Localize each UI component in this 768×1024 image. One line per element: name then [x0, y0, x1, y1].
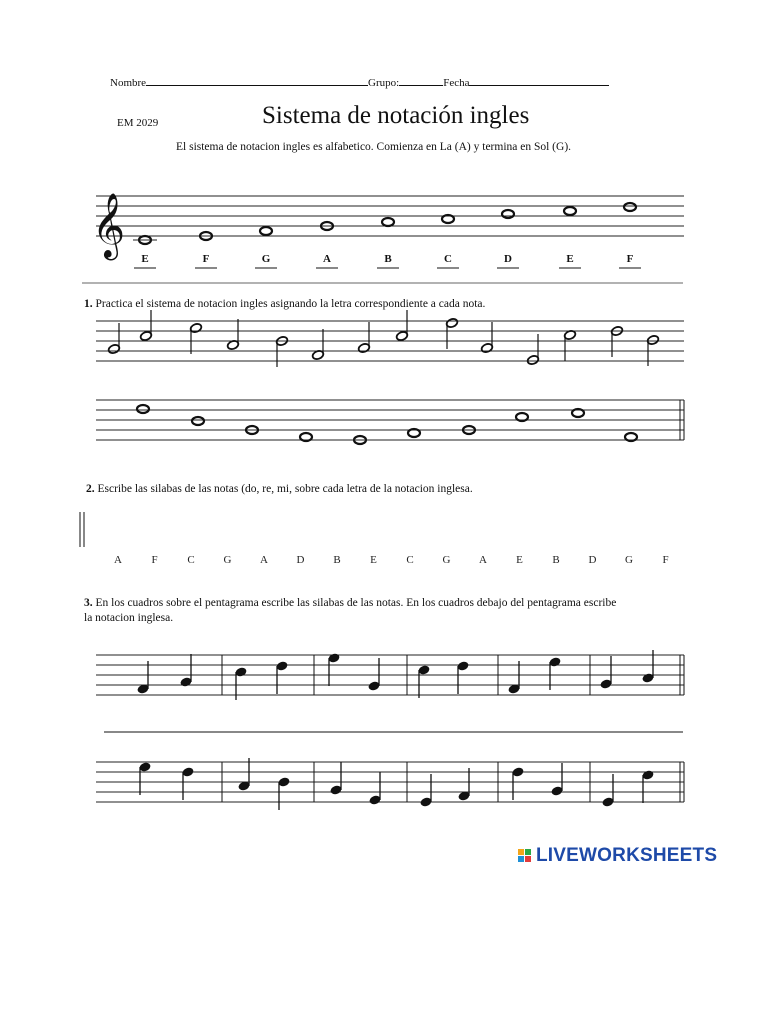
- note-name: F: [202, 253, 210, 265]
- letter: G: [442, 554, 451, 566]
- letter: G: [625, 554, 633, 566]
- whole-note: [192, 417, 204, 425]
- intro-text: El sistema de notacion ingles es alfabetico. Comienza en La (A) y termina en Sol (G).: [176, 141, 572, 153]
- page-title: Sistema de notación ingles: [262, 102, 530, 129]
- group-label: Grupo:: [368, 77, 400, 89]
- reference-notes: [133, 203, 636, 244]
- exercise-3-number: 3.: [84, 597, 93, 609]
- letter: F: [662, 554, 669, 566]
- note-name: G: [261, 253, 271, 265]
- exercise-3-text-line2: la notacion inglesa.: [84, 612, 174, 624]
- note-name: F: [626, 253, 634, 265]
- note-name: D: [504, 253, 512, 265]
- note-name: E: [566, 253, 574, 265]
- whole-note: [624, 203, 636, 211]
- exercise-3-text-line1: En los cuadros sobre el pentagrama escribe las silabas de las notas. En los cuadros debajo del pentagrama escribe: [95, 597, 617, 609]
- date-label: Fecha: [443, 77, 470, 89]
- note-name: A: [323, 253, 331, 265]
- exercise-1-text: Practica el sistema de notacion ingles asignando la letra correspondiente a cada nota.: [95, 298, 486, 310]
- letter: B: [333, 554, 341, 566]
- letter: G: [223, 554, 232, 566]
- letter: A: [114, 554, 122, 566]
- letter: D: [296, 554, 305, 566]
- letter: D: [588, 554, 597, 566]
- letter: F: [151, 554, 158, 566]
- note-name: E: [141, 253, 149, 265]
- letter: C: [187, 554, 195, 566]
- exercise-2-number: 2.: [86, 483, 95, 495]
- exercise-1-notes-a: [108, 310, 660, 367]
- letter: C: [406, 554, 414, 566]
- exercise-1-staff-b: [96, 400, 684, 440]
- exercise-1-number: 1.: [84, 298, 93, 310]
- whole-note: [382, 218, 394, 226]
- letter: A: [479, 554, 487, 566]
- whole-note: [260, 227, 272, 235]
- svg-text:𝄞: 𝄞: [92, 193, 126, 258]
- treble-clef-icon: [92, 193, 125, 260]
- worksheet-code: EM 2029: [117, 117, 159, 129]
- whole-note: [137, 405, 149, 413]
- exercise-2-letters: [114, 554, 669, 566]
- letter: E: [370, 554, 377, 566]
- exercise-3-staff-a: [96, 655, 684, 695]
- exercise-3-staff-b: [96, 762, 684, 802]
- exercise-2-text: Escribe las silabas de las notas (do, re, mi, sobre cada letra de la notacion inglesa.: [97, 483, 473, 495]
- brand-icon: [518, 849, 532, 863]
- exercise-1-notes-b: [137, 405, 637, 444]
- exercise-1-staff-a: [96, 321, 684, 361]
- reference-staff: [96, 196, 684, 236]
- letter: B: [552, 554, 560, 566]
- letter: E: [516, 554, 523, 566]
- liveworksheets-logo: [518, 845, 717, 867]
- whole-note: [564, 207, 576, 215]
- brand-name: LIVEWORKSHEETS: [536, 845, 718, 866]
- note-name: B: [384, 253, 392, 265]
- name-label: Nombre: [110, 77, 147, 89]
- reference-note-names: [134, 253, 641, 268]
- note-name: C: [444, 253, 452, 265]
- letter: A: [260, 554, 268, 566]
- whole-note: [502, 210, 514, 218]
